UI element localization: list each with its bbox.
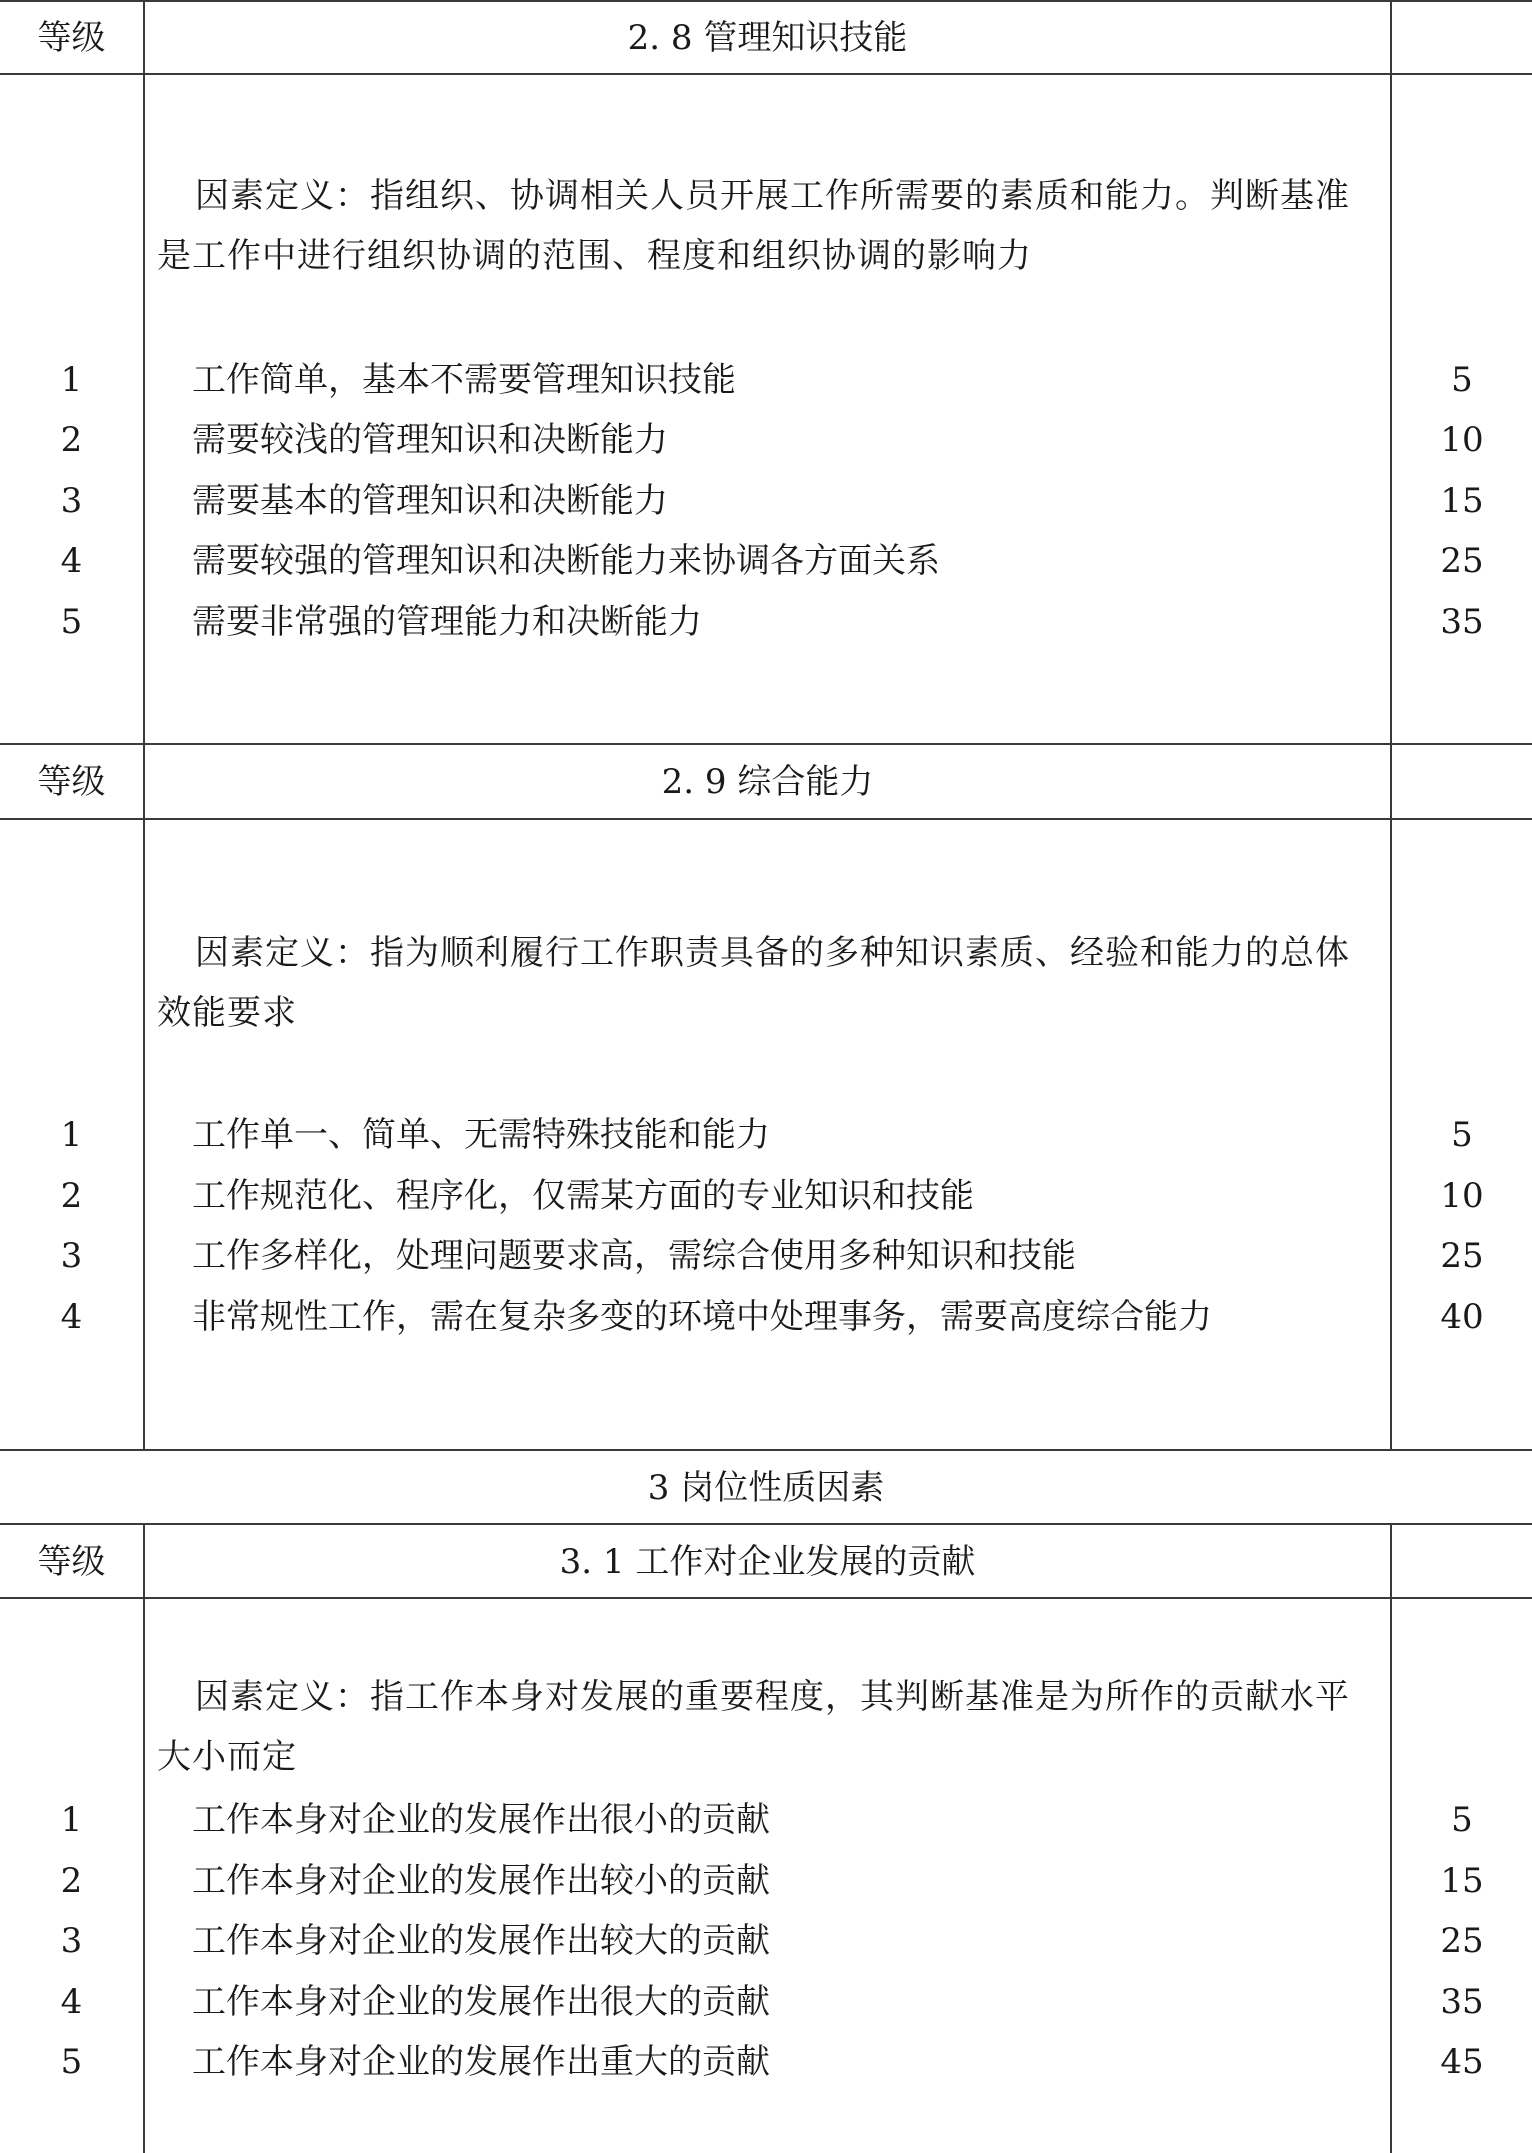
level-number: 3 (60, 1236, 83, 1276)
column-divider-left (143, 0, 145, 1451)
header-rule-3-1 (0, 1597, 1532, 1599)
level-score: 25 (1440, 1921, 1484, 1961)
section-title: 2. 8 管理知识技能 (627, 18, 908, 58)
level-description: 工作本身对企业的发展作出重大的贡献 (192, 2042, 770, 2082)
level-description: 工作规范化、程序化，仅需某方面的专业知识和技能 (192, 1176, 974, 1216)
level-number: 2 (60, 1861, 83, 1901)
level-score: 25 (1440, 541, 1484, 581)
level-score: 35 (1440, 1982, 1484, 2022)
grade-header: 等级 (37, 762, 106, 802)
factor-definition: 因素定义：指组织、协调相关人员开展工作所需要的素质和能力。判断基准是工作中进行组织协调的范围、程度和组织协调的影响力 (157, 176, 1350, 276)
level-score: 15 (1440, 481, 1484, 521)
table-border-top (0, 0, 1532, 2)
level-score: 5 (1451, 360, 1473, 400)
level-score: 10 (1440, 1176, 1484, 1216)
level-description: 需要非常强的管理能力和决断能力 (192, 602, 702, 642)
level-number: 2 (60, 420, 83, 460)
section-rule-3-1-top (0, 1523, 1532, 1525)
grade-header: 等级 (37, 18, 106, 58)
part-heading: 3 岗位性质因素 (647, 1468, 885, 1508)
section-rule-2-9-top (0, 743, 1532, 745)
level-number: 4 (60, 1982, 83, 2022)
header-rule-2-8 (0, 73, 1532, 75)
section-title: 3. 1 工作对企业发展的贡献 (559, 1542, 976, 1582)
level-score: 25 (1440, 1236, 1484, 1276)
level-number: 5 (60, 2042, 83, 2082)
level-number: 2 (60, 1176, 83, 1216)
grade-header: 等级 (37, 1542, 106, 1582)
level-description: 需要较浅的管理知识和决断能力 (192, 420, 668, 460)
section-title: 2. 9 综合能力 (661, 762, 874, 802)
level-description: 工作简单，基本不需要管理知识技能 (192, 360, 736, 400)
header-rule-2-9 (0, 818, 1532, 820)
level-number: 1 (60, 1115, 83, 1155)
level-description: 非常规性工作，需在复杂多变的环境中处理事务，需要高度综合能力 (192, 1297, 1212, 1337)
level-number: 4 (60, 1297, 83, 1337)
level-description: 工作本身对企业的发展作出较大的贡献 (192, 1921, 770, 1961)
level-description: 工作多样化，处理问题要求高，需综合使用多种知识和技能 (192, 1236, 1076, 1276)
level-description: 工作本身对企业的发展作出很大的贡献 (192, 1982, 770, 2022)
column-divider-left (143, 1523, 145, 2153)
level-score: 40 (1440, 1297, 1484, 1337)
level-description: 工作单一、简单、无需特殊技能和能力 (192, 1115, 770, 1155)
level-score: 15 (1440, 1861, 1484, 1901)
level-number: 3 (60, 1921, 83, 1961)
section-rule-2-9-bottom (0, 1449, 1532, 1451)
level-number: 1 (60, 360, 83, 400)
level-description: 工作本身对企业的发展作出很小的贡献 (192, 1800, 770, 1840)
level-number: 1 (60, 1800, 83, 1840)
level-number: 3 (60, 481, 83, 521)
level-score: 35 (1440, 602, 1484, 642)
level-number: 4 (60, 541, 83, 581)
level-number: 5 (60, 602, 83, 642)
level-description: 需要基本的管理知识和决断能力 (192, 481, 668, 521)
level-score: 5 (1451, 1115, 1473, 1155)
level-score: 5 (1451, 1800, 1473, 1840)
level-score: 10 (1440, 420, 1484, 460)
level-score: 45 (1440, 2042, 1484, 2082)
factor-definition: 因素定义：指工作本身对发展的重要程度，其判断基准是为所作的贡献水平大小而定 (157, 1677, 1350, 1777)
level-description: 工作本身对企业的发展作出较小的贡献 (192, 1861, 770, 1901)
factor-definition: 因素定义：指为顺利履行工作职责具备的多种知识素质、经验和能力的总体效能要求 (157, 933, 1350, 1033)
level-description: 需要较强的管理知识和决断能力来协调各方面关系 (192, 541, 940, 581)
